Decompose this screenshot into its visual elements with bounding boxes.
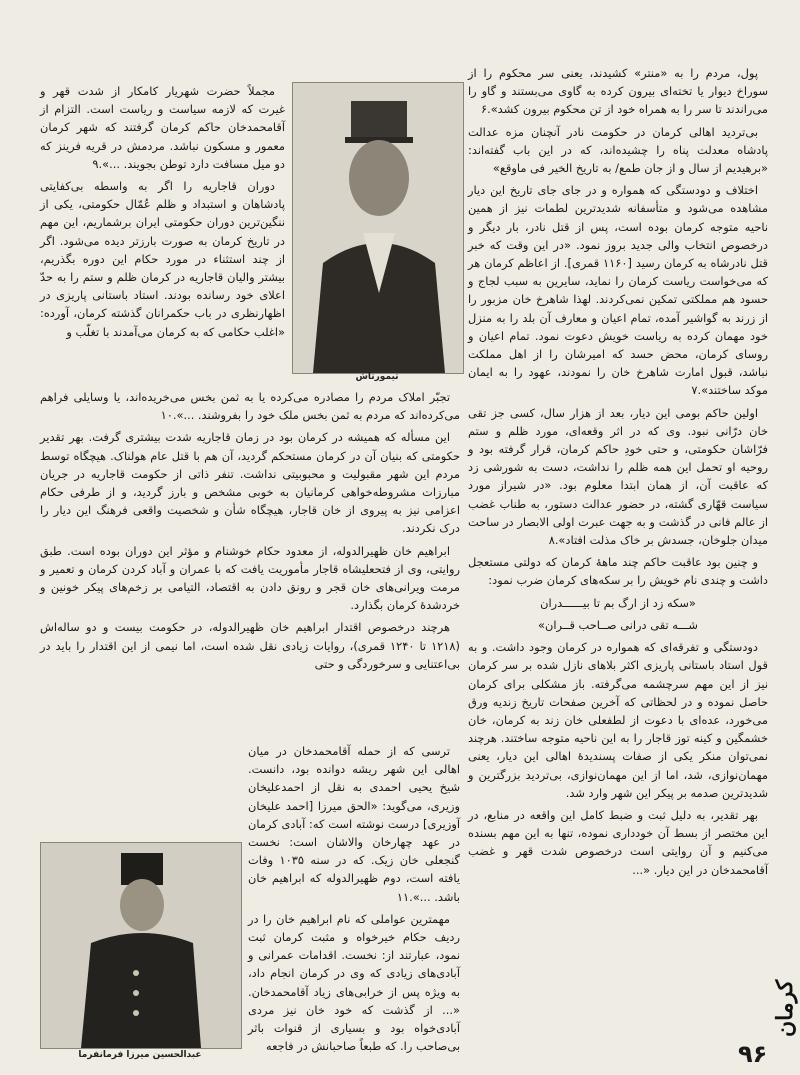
poem-line: «سکه زد از ارگ بم تا بیــــــدران [540,595,696,610]
portrait-photo-teymourtash [292,82,464,374]
magazine-logo: کرمان [772,980,798,1038]
photo-caption: تیمورتاش [355,372,399,382]
portrait-photo-farmanfarma [40,842,242,1049]
left-bottom-column [248,742,460,1059]
paragraph: بی‌تردید اهالی کرمان در حکومت نادر آنچنان مزه عدالت پادشاه معدلت پناه را چشیده‌اند، که در این باب گفته‌اند: «برهیدیم از سال و از جان طمع/ به تاریخ الخیر فی ماوقع» [468,124,768,176]
paragraph: بهر تقدیر، به دلیل ثبت و ضبط کامل این واقعه در منابع، در این مختصر از بسط آن خودداری نموده، تنها به این مهم بسنده می‌کنیم و آن روایتی است درخصوص شدت قهر و غضب آقامحمدخان در این دیار. «... [468,807,768,877]
paragraph: تجبّر املاک مردم را مصادره می‌کرده یا به ثمن بخس می‌خریده‌اند، یا وسایلی فراهم می‌کرده‌اند که مردم به ثمن بخس ملک خود را بفروشند. ...».۱۰ [40,390,460,423]
paragraph: دوران قاجاریه را اگر به واسطه بی‌کفایتی پادشاهان و استبداد و ظلم عُمّال حکومتی، یکی از ننگین‌ترین دوران حکومتی ایران برشماریم، این مهم در تاریخ کرمان به صورت بارزتر دیده می‌شود. اگر از چند استثناء در مورد حکام این دوره بگذریم، بیشتر والیان قاجاریه در کرمان ظلم و ستم را به حدّ اعلای خود رسانده بودند. استاد باستانی پاریزی در اظهارنظری در باب حکمرانان گذشته کرمان، آورده: «اغلب حکامی که به کرمان می‌آمدند با تغلّب و [40,179,285,339]
paragraph: اختلاف و دودستگی که همواره و در جای جای تاریخ این دیار مشاهده می‌شود و متأسفانه شدیدترین لطمات نیز از همین ناحیه متوجه کرمان بوده است، پس از قتل نادر، بار دیگر و درخصوص انتخاب والی جدید بروز نمود. «در این وقت که خبر قتل نادرشاه به کرمان رسید [۱۱۶۰ قمری]. از اعاظم کرمان هر که می‌خواست ریاست کرمان را نماید، سایرین به سبب لجاج و حسود هم مملکتی تمکین نمی‌کردند. لهذا شاهرخ خان مزبور را از زرند به گواشیر آمده، تمام اعیان و معارف آن بلد را به منزل خود مهمان کرده به ریاست خویش دعوت نمود. تمام اعیان و روسای کرمان، محض حسد که امیرشان را از اهل مملکت نباشد، قبول امارت شاهرخ خان را نمودند، عهود را به ایمان موکد ساختند».۷ [468,183,768,398]
paragraph: ترسی که از حمله آقامحمدخان در میان اهالی این شهر ریشه دوانده بود، دانست. شیخ یحیی احمدی به نقل از احمدعلیخان وزیری، می‌گوید: «الحق میرزا [احمد علیخان آوزیری] درست نوشته است که: آبادی کرمان در عهد چهارخان والاشان است: نخست گنجعلی خان زیک. که در سنه ۱۰۳۵ وفات یافته است، دوم ظهیرالدوله که ابراهیم خان باشد. ...».۱۱ [248,744,460,904]
paragraph: هرچند درخصوص اقتدار ابراهیم خان ظهیرالدوله، در حکومت بیست و دو ساله‌اش (۱۲۱۸ تا ۱۲۴۰ قمری)، روایات زیادی نقل شده است، اما نیمی از این اقتدار را باید در بی‌اعتنایی و سرخوردگی و حتی [40,620,460,671]
photo-caption: عبدالحسین میرزا فرمانفرما [78,1050,202,1060]
paragraph: این مسأله که همیشه در کرمان بود در زمان قاجاریه شدت بیشتری گرفت. بهر تقدیر حکومتی که بنیان آن در کرمان مستحکم گردید، آن هم با قتل عام هولناک. هیچگاه توسط مردم این شهر مقبولیت و محبوبیتی نداشت. تنفر ذاتی از حکومت قاجاریه در جریان مبارزات مشروطه‌خواهی کرمانیان به خوبی مشخص و بارز گردید، و از طرفی حکام اعزامی نیز به پیروی از خان قاجار، هیچگاه شأن و شخصیت واقعی فرهنگ این دیار را درک نکردند. [40,430,460,536]
paragraph: مجملاً حضرت شهریار کامکار از شدت قهر و غیرت که لازمه سیاست و ریاست است. التزام از آقامحمدخان حاکم کرمان گرفتند که شهر کرمان معمور و مسکون نباشد. مردمش در قریه فرینز که دو میل مسافت دارد توطن بجویند. ...».۹ [40,84,285,171]
left-middle-column [40,388,460,677]
paragraph: مهمترین عواملی که نام ابراهیم خان را در ردیف حکام خیرخواه و مثبت کرمان ثبت نمود، عبارتند از: نخست. اقدامات عمرانی و آبادی‌های زیادی که وی در کرمان انجام داد، به ویژه پس از خرابی‌های زیاد آقامحمدخان. «... از گذشت که خود خان نیز مردی آبادی‌خواه بود و بسیاری از قنوات باثر بی‌صاحب را. که طبعاً صاحبانش در فاجعه [248,911,460,1054]
paragraph: دودستگی و تفرقه‌ای که همواره در کرمان وجود داشت. و به قول استاد باستانی پاریزی اکثر بلاهای نازل شده بر سر کرمان نیز از این مهم سرچشمه می‌گرفته. باز مشکلی برای کرمان حاصل نموده و در لحظاتی که آخرین صفحات تاریخ زندیه ورق می‌خورد، عده‌ای با دعوت از لطفعلی خان زند به کرمان، خان خشمگین و کینه توز قاجار را به این ناحیه متوجه ساختند. هرچند نمی‌توان منکر یکی از صفات پسندیدهٔ اهالی این دیار، یعنی مهمان‌نوازی، شد، اما از این مهمان‌نوازی، بی‌تردید بزرگترین و شدیدترین صدمه بر پیکر این شهر وارد شد. [468,640,768,800]
paragraph: و چنین بود عاقبت حاکم چند ماههٔ کرمان که دولتی مستعجل داشت و چندی نام خویش را بر سکه‌های کرمان ضرب نمود: [468,555,768,588]
paragraph: پول، مردم را به «منتر» کشیدند، یعنی سر محکوم را از سوراخ دیوار یا تخته‌ای بیرون کرده به گاوی می‌بستند و گاو را می‌راندند تا سر را به همراه خود از تن محکوم بیرون کشد».۶ [468,66,768,117]
page-number: ۹۶ [738,1040,768,1068]
poem-line: شـــه تقی درانی صــاحب قــران» [538,617,698,632]
right-column [468,64,768,883]
paragraph: اولین حاکم بومی این دیار، بعد از هزار سال، کسی جز تقی خان درّانی نبود. وی که در اثر وقعه‌ای، مورد ظلم و ستم فرّاشان حکومتی، و حتی خودِ حاکم کرمان، قرار گرفته بود و روحیه او تحمل این همه ظلم را نداشت، دست به شورشی زد که عاقبت آن، از همان ابتدا معلوم بود. «در شیراز مورد سیاست قهّاری گشته، در حضور عدالت دستور، به طناب غضب از عالم فانی در گذشت و به جهت عبرت اولی الابصار در ساحت میدان جلوخان، جسدش بر خاک مذلت افتاد».۸ [468,405,768,548]
paragraph: ابراهیم خان ظهیرالدوله، از معدود حکام خوشنام و مؤثر این دوران بوده است. طبق روایتی، وی از فتحعلیشاه قاجار مأموریت یافت که با عمران و آباد کردن کرمان و تعمیر و مرمت ویرانی‌های خان قجر و رونق دادن به اقتصاد، التیامی بر زخم‌های پیکر خونین و خردشدهٔ کرمان بگذارد. [40,543,460,613]
left-top-column [40,82,285,345]
